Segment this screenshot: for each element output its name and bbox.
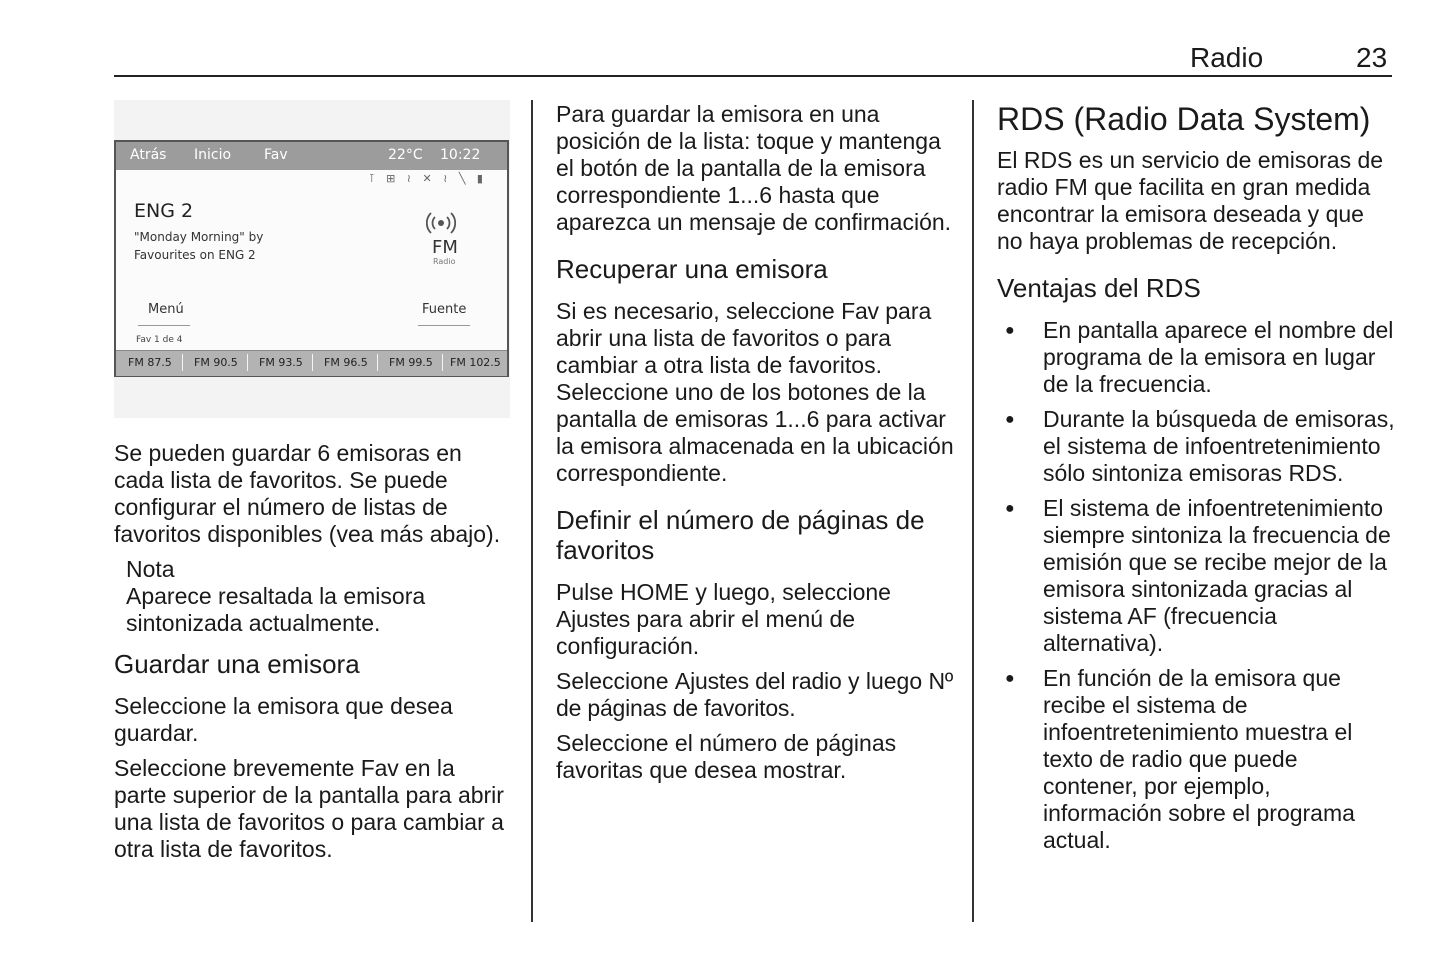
key-reference: HOME bbox=[619, 579, 689, 605]
station-name: ENG 2 bbox=[134, 200, 194, 222]
text-run: para abrir una lista de favoritos o para cambiar a otra lista de favoritos. Seleccione uno de los botones de la pantalla de emisoras 1...6 para activar la emisora almacenada en la ubicación correspondiente. bbox=[556, 298, 954, 486]
band-label: FM bbox=[432, 237, 458, 258]
preset-button: FM 90.5 bbox=[194, 356, 238, 369]
menu-underline bbox=[138, 325, 190, 326]
paragraph bbox=[556, 298, 954, 487]
text-run: en la parte superior de la pantalla para abrir una lista de favoritos o para cambiar a otra lista de favoritos. bbox=[114, 755, 504, 862]
heading-guardar-emisora: Guardar una emisora bbox=[114, 649, 360, 679]
paragraph: El RDS es un servicio de emisoras de radio FM que facilita en gran medida encontrar la emisora deseada y que no haya problemas de recepción. bbox=[997, 147, 1384, 254]
band-sublabel: Radio bbox=[433, 257, 456, 266]
heading-ventajas-rds: Ventajas del RDS bbox=[997, 273, 1201, 303]
text-run: Seleccione brevemente bbox=[114, 755, 361, 781]
menu-reference: Nº de páginas de favoritos bbox=[556, 668, 954, 721]
menu-reference: Fav bbox=[360, 755, 399, 781]
list-item: ● El sistema de infoentretenimiento siempre sintoniza la frecuencia de emisión que se recibe mejor de la emisora sintonizada gracias al sistema AF (frecuencia alternativa). bbox=[997, 495, 1395, 657]
menu-button: Menú bbox=[148, 302, 184, 317]
paragraph bbox=[556, 579, 954, 660]
note-text: Aparece resaltada la emisora sintonizada actualmente. bbox=[126, 583, 426, 636]
menu-reference: Ajustes bbox=[556, 606, 631, 632]
page-number: 23 bbox=[1356, 42, 1388, 73]
paragraph: Se pueden guardar 6 emisoras en cada lista de favoritos. Se puede configurar el número de listas de favoritos disponibles (vea más abajo). bbox=[114, 440, 501, 547]
text-run: Seleccione bbox=[556, 668, 675, 694]
paragraph bbox=[114, 755, 510, 863]
fav-button: Fav bbox=[264, 147, 288, 163]
rds-advantages-list bbox=[997, 317, 1395, 854]
heading-definir-paginas: Definir el número de páginas de favoritos bbox=[556, 505, 925, 565]
note-box bbox=[114, 556, 510, 637]
heading-recuperar-emisora: Recuperar una emisora bbox=[556, 254, 828, 284]
preset-button: FM 96.5 bbox=[324, 356, 368, 369]
home-button: Inicio bbox=[194, 147, 232, 163]
list-item: ● En pantalla aparece el nombre del programa de la emisora en lugar de la frecuencia. bbox=[997, 317, 1395, 398]
menu-reference: Ajustes del radio bbox=[674, 668, 842, 694]
preset-separator bbox=[377, 354, 378, 371]
radio-text-line-2: Favourites on ENG 2 bbox=[134, 248, 256, 262]
preset-button: FM 93.5 bbox=[259, 356, 303, 369]
list-item: ● En función de la emisora que recibe el sistema de infoentretenimiento muestra el texto de radio que puede contener, por ejemplo, información sobre el programa actual. bbox=[997, 665, 1395, 854]
preset-separator bbox=[247, 354, 248, 371]
preset-button: FM 102.5 bbox=[450, 356, 501, 369]
column-divider-1 bbox=[531, 100, 533, 922]
preset-button: FM 99.5 bbox=[389, 356, 433, 369]
text-run: . bbox=[789, 695, 796, 721]
list-item: ● Durante la búsqueda de emisoras, el sistema de infoentretenimiento sólo sintoniza emisoras RDS. bbox=[997, 406, 1395, 487]
preset-separator bbox=[312, 354, 313, 371]
menu-reference: Fav bbox=[841, 298, 879, 324]
status-icons: ⊺ ⊞ ≀ ✕ ≀ ╲ ▮ bbox=[368, 172, 487, 185]
back-button: Atrás bbox=[130, 147, 167, 163]
source-underline bbox=[418, 325, 470, 326]
preset-button: FM 87.5 bbox=[128, 356, 172, 369]
column-3 bbox=[997, 101, 1395, 862]
text-run: para abrir el menú de configuración. bbox=[556, 606, 856, 659]
heading-rds: RDS (Radio Data System) bbox=[997, 101, 1371, 137]
paragraph: Para guardar la emisora en una posición de la lista: toque y mantenga el botón de la pantalla de la emisora correspondiente 1...6 hasta que aparezca un mensaje de confirmación. bbox=[556, 101, 952, 235]
screen-top-bar bbox=[116, 142, 507, 170]
text-run: Si es necesario, seleccione bbox=[556, 298, 842, 324]
text-run: y luego bbox=[841, 668, 929, 694]
note-title: Nota bbox=[126, 556, 175, 582]
clock: 10:22 bbox=[440, 147, 481, 163]
temperature: 22°C bbox=[388, 147, 423, 163]
column-1 bbox=[114, 440, 510, 871]
header-rule bbox=[114, 75, 1392, 77]
paragraph: Seleccione el número de páginas favoritas que desea mostrar. bbox=[556, 730, 897, 783]
preset-separator bbox=[182, 354, 183, 371]
preset-separator bbox=[442, 354, 443, 371]
infotainment-screen-figure bbox=[114, 140, 509, 377]
fav-page-indicator: Fav 1 de 4 bbox=[136, 335, 183, 345]
radio-text-line-1: "Monday Morning" by bbox=[134, 230, 264, 244]
running-header-section: Radio bbox=[1190, 42, 1264, 73]
column-2 bbox=[556, 101, 954, 792]
radio-antenna-icon bbox=[426, 208, 456, 238]
paragraph: Seleccione la emisora que desea guardar. bbox=[114, 693, 453, 746]
preset-bar bbox=[116, 350, 507, 376]
text-run: Pulse bbox=[556, 579, 620, 605]
paragraph bbox=[556, 668, 954, 722]
text-run: y luego, seleccione bbox=[688, 579, 891, 605]
source-button: Fuente bbox=[422, 302, 467, 317]
column-divider-2 bbox=[972, 100, 974, 922]
